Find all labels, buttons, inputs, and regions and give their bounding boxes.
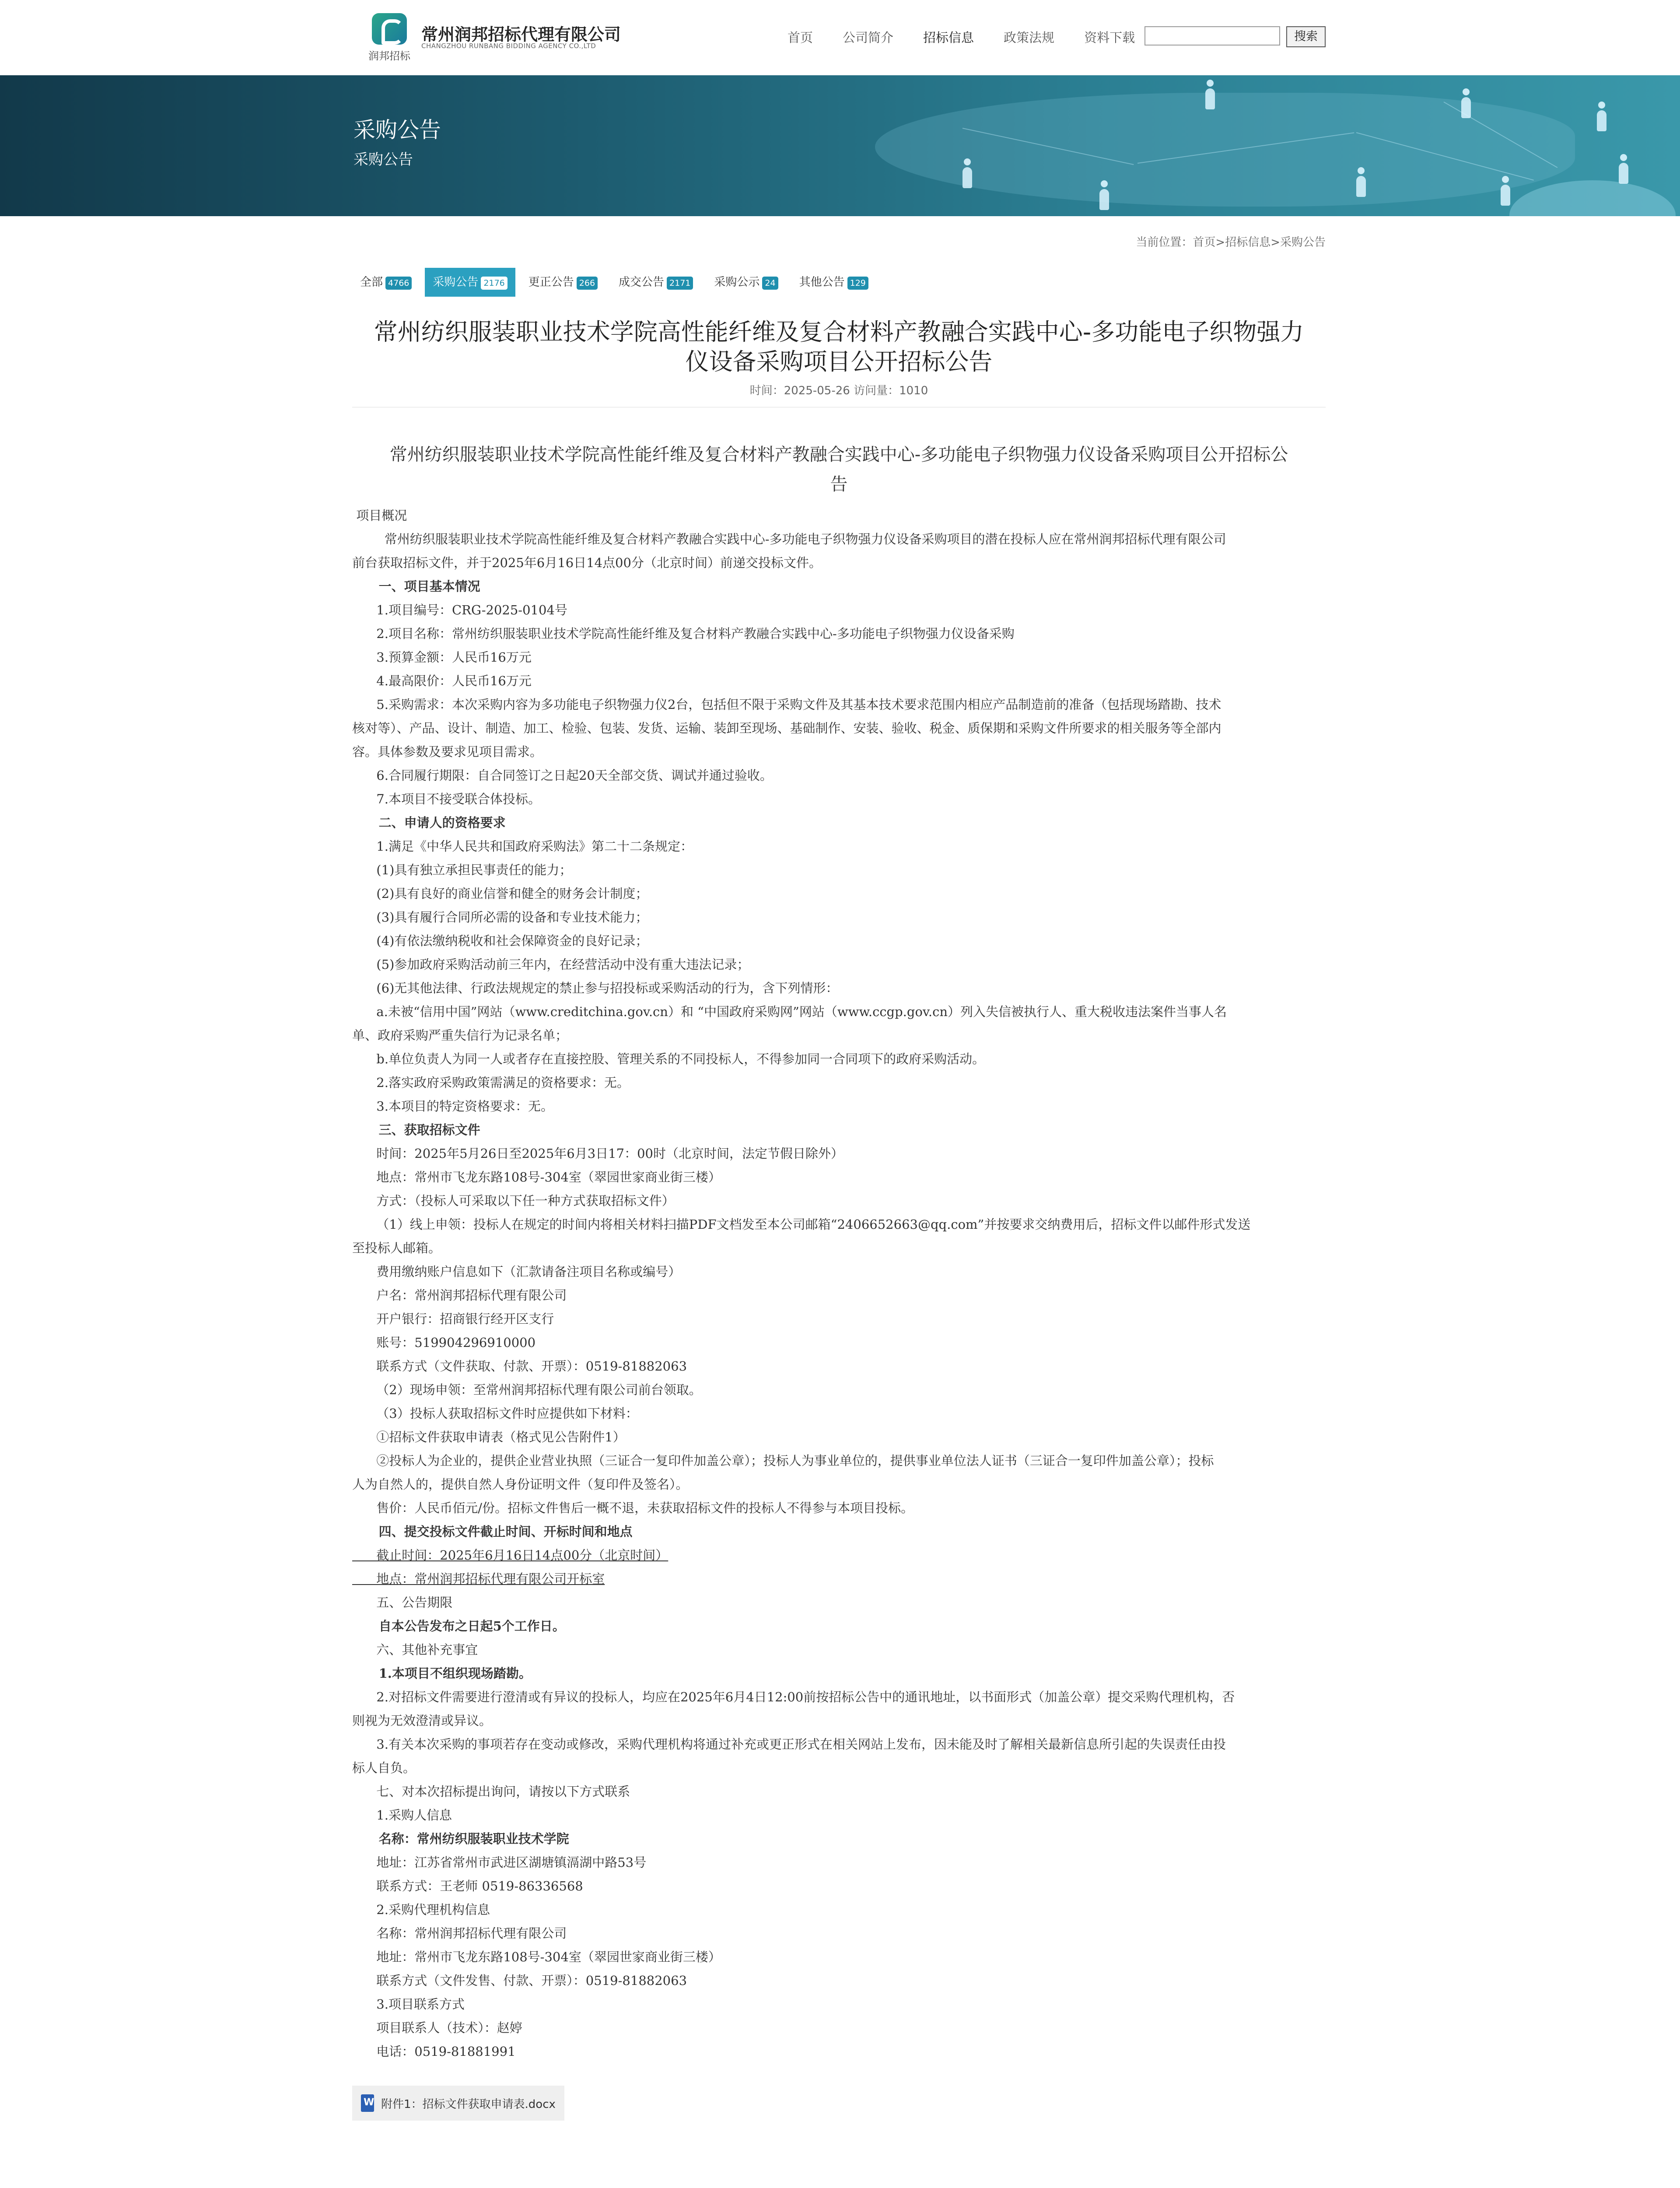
search-input[interactable] bbox=[1144, 26, 1280, 46]
person-icon bbox=[1099, 189, 1109, 210]
section-heading: 1.本项目不组织现场踏勘。 bbox=[352, 1666, 532, 1681]
document-title-line: 常州纺织服装职业技术学院高性能纤维及复合材料产教融合实践中心-多功能电子织物强力仪设备采购项目公开招标公 bbox=[389, 445, 1288, 465]
section-heading: 三、获取招标文件 bbox=[352, 1122, 480, 1137]
body-line: 五、公告期限 bbox=[352, 1595, 453, 1610]
site-header bbox=[0, 0, 1680, 76]
body-line: (2)具有良好的商业信誉和健全的财务会计制度； bbox=[352, 886, 648, 901]
person-icon bbox=[1597, 110, 1606, 131]
body-line: 7.本项目不接受联合体投标。 bbox=[352, 792, 541, 806]
tab-purchase-publicity[interactable] bbox=[706, 268, 786, 297]
banner-subtitle: 采购公告 bbox=[354, 151, 413, 168]
body-line: b.单位负责人为同一人或者存在直接控股、管理关系的不同投标人，不得参加同一合同项下的政府采购活动。 bbox=[352, 1052, 985, 1066]
person-icon bbox=[1619, 163, 1628, 184]
count-badge: 2171 bbox=[667, 277, 693, 290]
tab-purchase-notice[interactable] bbox=[425, 268, 515, 297]
body-line: 地点：常州市飞龙东路108号-304室（翠园世家商业街三楼） bbox=[352, 1170, 721, 1185]
body-line: 2.落实政府采购政策需满足的资格要求：无。 bbox=[352, 1075, 630, 1090]
tab-label: 采购公告 bbox=[433, 276, 479, 289]
body-line: ①招标文件获取申请表（格式见公告附件1） bbox=[352, 1430, 626, 1445]
body-line: 售价：人民币佰元/份。招标文件售后一概不退，未获取招标文件的投标人不得参与本项目投标。 bbox=[352, 1501, 914, 1515]
logo[interactable] bbox=[363, 13, 416, 61]
nav-downloads[interactable]: 资料下载 bbox=[1084, 30, 1135, 45]
body-line: 3.预算金额：人民币16万元 bbox=[352, 650, 532, 665]
document-title bbox=[352, 440, 1326, 499]
tab-label: 更正公告 bbox=[528, 276, 574, 289]
nav-about[interactable]: 公司简介 bbox=[843, 30, 894, 45]
article-title-line: 常州纺织服装职业技术学院高性能纤维及复合材料产教融合实践中心-多功能电子织物强力 bbox=[374, 318, 1304, 346]
body-line: 至投标人邮箱。 bbox=[352, 1241, 441, 1255]
body-line: (3)具有履行合同所必需的设备和专业技术能力； bbox=[352, 910, 648, 925]
body-line: （3）投标人获取招标文件时应提供如下材料： bbox=[352, 1406, 638, 1421]
body-line: (5)参加政府采购活动前三年内，在经营活动中没有重大违法记录； bbox=[352, 957, 750, 972]
body-line: 联系方式（文件获取、付款、开票）：0519-81882063 bbox=[352, 1359, 687, 1374]
body-line: a.未被“信用中国”网站（www.creditchina.gov.cn）和 “中国政府采购网”网站（www.ccgp.gov.cn）列入失信被执行人、重大税收违法案件当事人名 bbox=[352, 1004, 1227, 1019]
person-icon bbox=[1205, 88, 1215, 109]
tab-deal-notice[interactable] bbox=[611, 268, 701, 297]
category-tabs bbox=[352, 268, 882, 297]
count-badge: 4766 bbox=[385, 277, 412, 290]
body-text bbox=[352, 504, 1326, 2063]
body-line: 项目联系人（技术）：赵婷 bbox=[352, 2020, 522, 2035]
body-line: ②投标人为企业的，提供企业营业执照（三证合一复印件加盖公章）；投标人为事业单位的，提供事业单位法人证书（三证合一复印件加盖公章）；投标 bbox=[352, 1453, 1214, 1468]
body-line: 常州纺织服装职业技术学院高性能纤维及复合材料产教融合实践中心-多功能电子织物强力仪设备采购项目的潜在投标人应在常州润邦招标代理有限公司 bbox=[352, 532, 1226, 547]
article-title-line: 仪设备采购项目公开招标公告 bbox=[685, 348, 993, 375]
body-line: 容。具体参数及要求见项目需求。 bbox=[352, 744, 543, 759]
body-line: 费用缴纳账户信息如下（汇款请备注项目名称或编号） bbox=[352, 1264, 681, 1279]
body-line: 3.本项目的特定资格要求：无。 bbox=[352, 1099, 553, 1114]
section-heading: 名称：常州纺织服装职业技术学院 bbox=[352, 1831, 569, 1846]
body-line: 2.项目名称：常州纺织服装职业技术学院高性能纤维及复合材料产教融合实践中心-多功能电子织物强力仪设备采购 bbox=[352, 626, 1015, 641]
attachment-filename: 附件1：招标文件获取申请表.docx bbox=[381, 2097, 556, 2111]
count-badge: 129 bbox=[847, 277, 868, 290]
body-line: 标人自负。 bbox=[352, 1760, 416, 1775]
banner-title: 采购公告 bbox=[354, 117, 441, 143]
body-line: 地址：江苏省常州市武进区湖塘镇滆湖中路53号 bbox=[352, 1855, 647, 1870]
article-body bbox=[352, 440, 1326, 2063]
count-badge: 2176 bbox=[481, 277, 507, 290]
count-badge: 266 bbox=[577, 277, 598, 290]
body-line: 3.项目联系方式 bbox=[352, 1997, 465, 2012]
body-line: 方式：（投标人可采取以下任一种方式获取招标文件） bbox=[352, 1193, 675, 1208]
body-line: 账号：519904296910000 bbox=[352, 1335, 536, 1350]
body-line: （2）现场申领：至常州润邦招标代理有限公司前台领取。 bbox=[352, 1382, 702, 1397]
tab-label: 全部 bbox=[360, 276, 383, 289]
tab-label: 采购公示 bbox=[714, 276, 760, 289]
body-line: 4.最高限价：人民币16万元 bbox=[352, 673, 532, 688]
body-line: 联系方式（文件发售、付款、开票）：0519-81882063 bbox=[352, 1973, 687, 1988]
body-line: (1)具有独立承担民事责任的能力； bbox=[352, 863, 572, 877]
brand-name: 常州润邦招标代理有限公司 bbox=[421, 25, 621, 44]
body-line: (6)无其他法律、行政法规规定的禁止参与招投标或采购活动的行为，含下列情形： bbox=[352, 981, 839, 996]
brand-name-english: CHANGZHOU RUNBANG BIDDING AGENCY CO.,LTD bbox=[421, 42, 596, 50]
body-line: 1.采购人信息 bbox=[352, 1808, 452, 1823]
page-banner bbox=[0, 75, 1680, 216]
body-line: 3.有关本次采购的事项若存在变动或修改，采购代理机构将通过补充或更正形式在相关网站上发布，因未能及时了解相关最新信息所引起的失误责任由投 bbox=[352, 1737, 1226, 1752]
logo-subtitle: 润邦招标 bbox=[368, 50, 410, 62]
body-line: 2.对招标文件需要进行澄清或有异议的投标人，均应在2025年6月4日12:00前按招标公告中的通讯地址，以书面形式（加盖公章）提交采购代理机构，否 bbox=[352, 1690, 1235, 1704]
attachment-link[interactable] bbox=[352, 2086, 564, 2121]
body-line: 名称：常州润邦招标代理有限公司 bbox=[352, 1926, 567, 1941]
body-line: 项目概况 bbox=[352, 508, 407, 523]
count-badge: 24 bbox=[762, 277, 778, 290]
body-line: 人为自然人的，提供自然人身份证明文件（复印件及签名）。 bbox=[352, 1477, 689, 1492]
body-line: 地址：常州市飞龙东路108号-304室（翠园世家商业街三楼） bbox=[352, 1950, 721, 1964]
nav-bidding-info[interactable]: 招标信息 bbox=[923, 30, 974, 45]
body-line: （1）线上申领：投标人在规定的时间内将相关材料扫描PDF文档发至本公司邮箱“2406652663@qq.com”并按要求交纳费用后，招标文件以邮件形式发送 bbox=[352, 1217, 1251, 1232]
section-heading: 自本公告发布之日起5个工作日。 bbox=[352, 1619, 565, 1634]
body-line: 6.合同履行期限：自合同签订之日起20天全部交货、调试并通过验收。 bbox=[352, 768, 773, 783]
person-icon bbox=[962, 167, 972, 188]
body-line: 开户银行：招商银行经开区支行 bbox=[352, 1311, 554, 1326]
tab-label: 其他公告 bbox=[799, 276, 845, 289]
document-title-line: 告 bbox=[830, 474, 848, 494]
nav-policy[interactable]: 政策法规 bbox=[1004, 30, 1055, 45]
banner-glow-graphic bbox=[1509, 180, 1676, 216]
body-line: 电话：0519-81881991 bbox=[352, 2044, 516, 2059]
body-line: 七、对本次招标提出询问，请按以下方式联系 bbox=[352, 1784, 630, 1799]
breadcrumb[interactable]: 当前位置：首页>招标信息>采购公告 bbox=[1136, 236, 1326, 249]
tab-other-notice[interactable] bbox=[791, 268, 876, 297]
tab-label: 成交公告 bbox=[619, 276, 665, 289]
nav-home[interactable]: 首页 bbox=[788, 30, 813, 45]
body-line: (4)有依法缴纳税收和社会保障资金的良好记录； bbox=[352, 933, 648, 948]
logo-icon bbox=[372, 13, 407, 45]
person-icon bbox=[1501, 185, 1510, 206]
body-line: 则视为无效澄清或异议。 bbox=[352, 1713, 492, 1728]
body-line: 截止时间：2025年6月16日14点00分（北京时间） bbox=[352, 1548, 668, 1563]
section-heading: 二、申请人的资格要求 bbox=[352, 815, 506, 830]
section-heading: 一、项目基本情况 bbox=[352, 579, 480, 594]
body-line: 核对等）、产品、设计、制造、加工、检验、包装、发货、运输、装卸至现场、基础制作、安装、验收、税金、质保期和采购文件所要求的相关服务等全部内 bbox=[352, 721, 1222, 736]
person-icon bbox=[1461, 97, 1471, 118]
body-line: 联系方式：王老师 0519-86336568 bbox=[352, 1879, 583, 1893]
body-line: 户名：常州润邦招标代理有限公司 bbox=[352, 1288, 567, 1303]
person-icon bbox=[1356, 176, 1366, 197]
article-title bbox=[352, 317, 1326, 377]
body-line: 单、政府采购严重失信行为记录名单； bbox=[352, 1028, 568, 1043]
tab-all[interactable] bbox=[352, 268, 420, 297]
body-line: 前台获取招标文件，并于2025年6月16日14点00分（北京时间）前递交投标文件。 bbox=[352, 555, 822, 570]
body-line: 六、其他补充事宜 bbox=[352, 1642, 478, 1657]
search-button[interactable]: 搜索 bbox=[1286, 26, 1326, 47]
body-line: 1.满足《中华人民共和国政府采购法》第二十二条规定： bbox=[352, 839, 693, 854]
body-line: 2.采购代理机构信息 bbox=[352, 1902, 490, 1917]
body-line: 5.采购需求：本次采购内容为多功能电子织物强力仪2台，包括但不限于采购文件及其基本技术要求范围内相应产品制造前的准备（包括现场踏勘、技术 bbox=[352, 697, 1222, 712]
body-line: 1.项目编号：CRG-2025-0104号 bbox=[352, 603, 567, 617]
body-line: 地点：常州润邦招标代理有限公司开标室 bbox=[352, 1571, 605, 1586]
word-document-icon bbox=[361, 2094, 374, 2112]
article-meta: 时间：2025-05-26 访问量：1010 bbox=[749, 384, 928, 397]
section-heading: 四、提交投标文件截止时间、开标时间和地点 bbox=[352, 1524, 633, 1539]
body-line: 时间：2025年5月26日至2025年6月3日17：00时（北京时间，法定节假日除外） bbox=[352, 1146, 844, 1161]
main-nav bbox=[788, 28, 1165, 46]
tab-correction-notice[interactable] bbox=[521, 268, 606, 297]
